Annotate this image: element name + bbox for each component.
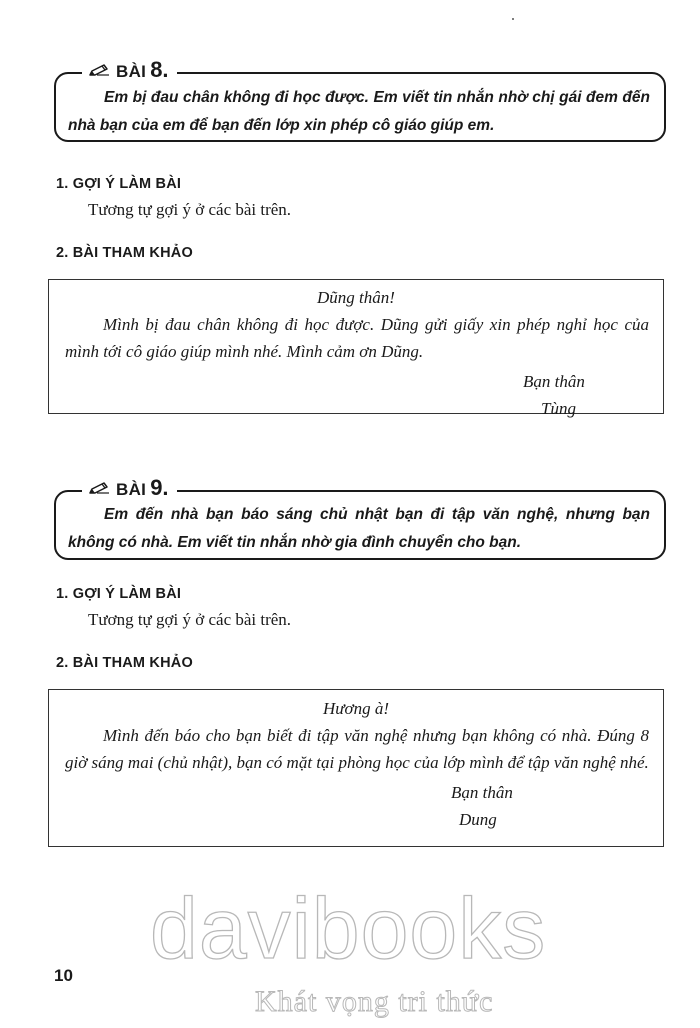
print-speck — [512, 18, 514, 20]
task-9-body: Mình đến báo cho bạn biết đi tập văn nghệ nhưng bạn không có nhà. Đúng 8 giờ sáng mai (chủ nhật), bạn có mặt tại phòng học của lớp mình để tập văn nghệ nhé. — [65, 726, 649, 772]
task-9-greeting: Hương à! — [322, 699, 390, 718]
page-number: 10 — [54, 966, 73, 985]
pencil-icon — [88, 63, 110, 77]
task-8-label: BÀI — [116, 62, 147, 81]
task-8-number: 8. — [150, 57, 169, 82]
task-9-title — [82, 475, 177, 501]
task-8-body: Mình bị đau chân không đi học được. Dũng gửi giấy xin phép nghỉ học của mình tới cô giáo giúp mình nhé. Mình cảm ơn Dũng. — [65, 315, 649, 361]
task-8-prompt: Em bị đau chân không đi học được. Em viết tin nhắn nhờ chị gái đem đến nhà bạn của em để bạn đến lớp xin phép cô giáo giúp em. — [68, 89, 650, 134]
task-9-hint-text: Tương tự gợi ý ở các bài trên. — [88, 610, 292, 629]
task-8-hint-heading: 1. GỢI Ý LÀM BÀI — [56, 176, 182, 192]
task-8-ref-box — [48, 279, 664, 418]
task-9-signature: Dung — [459, 810, 497, 829]
task-8-box — [54, 57, 666, 142]
task-8-greeting: Dũng thân! — [317, 288, 395, 307]
task-9-hint-heading: 1. GỢI Ý LÀM BÀI — [56, 586, 182, 602]
task-8-title — [82, 57, 177, 83]
task-9-label: BÀI — [116, 480, 147, 499]
pencil-icon — [88, 481, 110, 495]
task-9-closing: Bạn thân — [451, 783, 513, 802]
task-8-closing: Bạn thân — [523, 372, 585, 391]
watermark-brand: davibooks — [150, 881, 547, 977]
task-9-box — [54, 475, 666, 560]
task-9-ref-box — [48, 689, 664, 847]
watermark-slogan: Khát vọng tri thức — [255, 985, 494, 1018]
task-8-signature: Tùng — [541, 399, 576, 418]
task-8-ref-heading: 2. BÀI THAM KHẢO — [56, 245, 193, 261]
task-8-hint-text: Tương tự gợi ý ở các bài trên. — [88, 200, 292, 219]
task-9-prompt: Em đến nhà bạn báo sáng chủ nhật bạn đi tập văn nghệ, nhưng bạn không có nhà. Em viết tin nhắn nhờ gia đình chuyển cho bạn. — [68, 506, 650, 551]
task-9-number: 9. — [150, 475, 169, 500]
task-9-ref-heading: 2. BÀI THAM KHẢO — [56, 655, 193, 671]
